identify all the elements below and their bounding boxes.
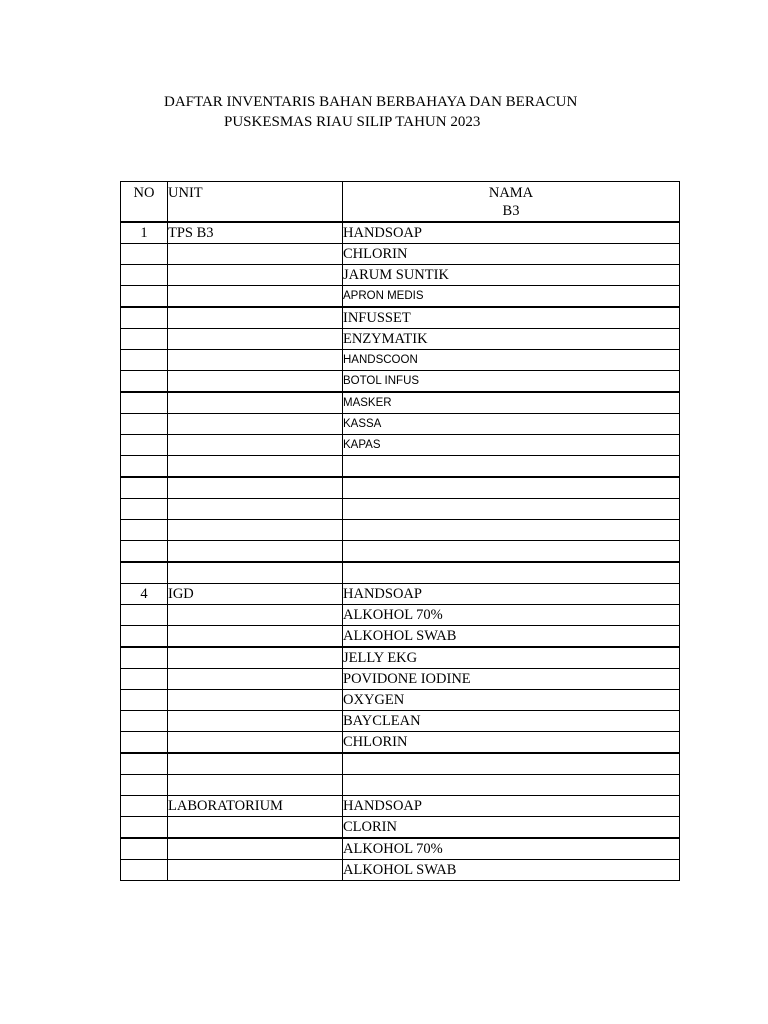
cell-no — [121, 732, 168, 754]
table-row — [121, 669, 680, 690]
cell-no: 4 — [121, 584, 168, 605]
table-row — [121, 626, 680, 648]
table-row — [121, 711, 680, 732]
cell-no — [121, 838, 168, 860]
cell-no — [121, 435, 168, 456]
cell-unit — [168, 626, 343, 648]
table-row — [121, 477, 680, 499]
table-row — [121, 541, 680, 563]
cell-unit — [168, 265, 343, 286]
cell-unit — [168, 435, 343, 456]
cell-nama-b3 — [343, 541, 680, 563]
cell-unit — [168, 520, 343, 541]
cell-nama-b3: KASSA — [343, 414, 680, 435]
column-header-unit: UNIT — [168, 182, 343, 223]
cell-nama-b3: CHLORIN — [343, 244, 680, 265]
cell-no — [121, 499, 168, 520]
cell-unit — [168, 732, 343, 754]
column-header-nama-line1: NAMA — [488, 185, 534, 201]
cell-unit — [168, 690, 343, 711]
cell-nama-b3: HANDSOAP — [343, 584, 680, 605]
table-row — [121, 265, 680, 286]
cell-nama-b3: OXYGEN — [343, 690, 680, 711]
cell-unit — [168, 860, 343, 881]
cell-no — [121, 392, 168, 414]
table-row — [121, 520, 680, 541]
cell-nama-b3 — [343, 499, 680, 520]
cell-no — [121, 265, 168, 286]
cell-nama-b3: HANDSCOON — [343, 350, 680, 371]
document-title-line2: PUSKESMAS RIAU SILIP TAHUN 2023 — [224, 114, 481, 130]
cell-nama-b3 — [343, 520, 680, 541]
cell-unit: TPS B3 — [168, 222, 343, 244]
cell-nama-b3: HANDSOAP — [343, 222, 680, 244]
cell-unit — [168, 775, 343, 796]
table-row — [121, 647, 680, 669]
cell-no — [121, 626, 168, 648]
cell-no — [121, 860, 168, 881]
cell-unit: IGD — [168, 584, 343, 605]
cell-nama-b3: ALKOHOL SWAB — [343, 626, 680, 648]
cell-nama-b3: INFUSSET — [343, 307, 680, 329]
cell-no — [121, 520, 168, 541]
document-title-line1: DAFTAR INVENTARIS BAHAN BERBAHAYA DAN BERACUN — [164, 94, 578, 110]
cell-nama-b3: ENZYMATIK — [343, 329, 680, 350]
cell-nama-b3: HANDSOAP — [343, 796, 680, 817]
cell-unit — [168, 647, 343, 669]
table-row — [121, 329, 680, 350]
cell-unit: LABORATORIUM — [168, 796, 343, 817]
table-row — [121, 838, 680, 860]
table-row — [121, 860, 680, 881]
cell-unit — [168, 817, 343, 839]
cell-unit — [168, 350, 343, 371]
table-row — [121, 456, 680, 478]
cell-nama-b3: KAPAS — [343, 435, 680, 456]
table-row — [121, 350, 680, 371]
table-row — [121, 392, 680, 414]
cell-nama-b3: ALKOHOL 70% — [343, 838, 680, 860]
cell-unit — [168, 562, 343, 584]
table-row — [121, 605, 680, 626]
cell-unit — [168, 499, 343, 520]
cell-unit — [168, 605, 343, 626]
cell-unit — [168, 456, 343, 478]
cell-no — [121, 669, 168, 690]
table-row — [121, 371, 680, 393]
table-row — [121, 732, 680, 754]
cell-unit — [168, 838, 343, 860]
cell-unit — [168, 244, 343, 265]
cell-no — [121, 690, 168, 711]
inventory-table — [120, 181, 680, 881]
cell-no — [121, 647, 168, 669]
cell-no — [121, 456, 168, 478]
cell-no — [121, 817, 168, 839]
table-body — [121, 222, 680, 881]
table-row — [121, 244, 680, 265]
cell-unit — [168, 371, 343, 393]
cell-unit — [168, 753, 343, 775]
cell-no — [121, 477, 168, 499]
cell-no — [121, 286, 168, 308]
cell-nama-b3 — [343, 456, 680, 478]
table-row — [121, 499, 680, 520]
column-header-no: NO — [121, 182, 168, 223]
column-header-nama-line2: B3 — [502, 203, 520, 219]
table-row — [121, 775, 680, 796]
table-row — [121, 222, 680, 244]
cell-nama-b3 — [343, 775, 680, 796]
cell-no — [121, 711, 168, 732]
cell-unit — [168, 307, 343, 329]
cell-no — [121, 307, 168, 329]
cell-no — [121, 329, 168, 350]
cell-unit — [168, 669, 343, 690]
table-row — [121, 286, 680, 308]
cell-nama-b3: CLORIN — [343, 817, 680, 839]
cell-no — [121, 414, 168, 435]
cell-no — [121, 775, 168, 796]
cell-nama-b3: JELLY EKG — [343, 647, 680, 669]
cell-no: 1 — [121, 222, 168, 244]
cell-nama-b3 — [343, 562, 680, 584]
cell-nama-b3 — [343, 477, 680, 499]
cell-no — [121, 244, 168, 265]
cell-unit — [168, 541, 343, 563]
cell-unit — [168, 392, 343, 414]
cell-nama-b3: ALKOHOL SWAB — [343, 860, 680, 881]
cell-unit — [168, 286, 343, 308]
table-row — [121, 753, 680, 775]
cell-no — [121, 753, 168, 775]
cell-nama-b3 — [343, 753, 680, 775]
cell-nama-b3: BAYCLEAN — [343, 711, 680, 732]
cell-no — [121, 371, 168, 393]
table-row — [121, 414, 680, 435]
column-header-nama — [343, 182, 680, 223]
cell-no — [121, 541, 168, 563]
table-header-row — [121, 182, 680, 223]
cell-unit — [168, 477, 343, 499]
cell-unit — [168, 414, 343, 435]
cell-no — [121, 350, 168, 371]
cell-nama-b3: POVIDONE IODINE — [343, 669, 680, 690]
cell-nama-b3: ALKOHOL 70% — [343, 605, 680, 626]
table-row — [121, 562, 680, 584]
cell-unit — [168, 711, 343, 732]
cell-nama-b3: BOTOL INFUS — [343, 371, 680, 393]
table-row — [121, 584, 680, 605]
table-row — [121, 307, 680, 329]
cell-no — [121, 562, 168, 584]
cell-unit — [168, 329, 343, 350]
cell-nama-b3: JARUM SUNTIK — [343, 265, 680, 286]
cell-nama-b3: APRON MEDIS — [343, 286, 680, 308]
cell-nama-b3: CHLORIN — [343, 732, 680, 754]
table-row — [121, 690, 680, 711]
cell-no — [121, 796, 168, 817]
cell-no — [121, 605, 168, 626]
table-row — [121, 796, 680, 817]
table-row — [121, 817, 680, 839]
cell-nama-b3: MASKER — [343, 392, 680, 414]
table-row — [121, 435, 680, 456]
